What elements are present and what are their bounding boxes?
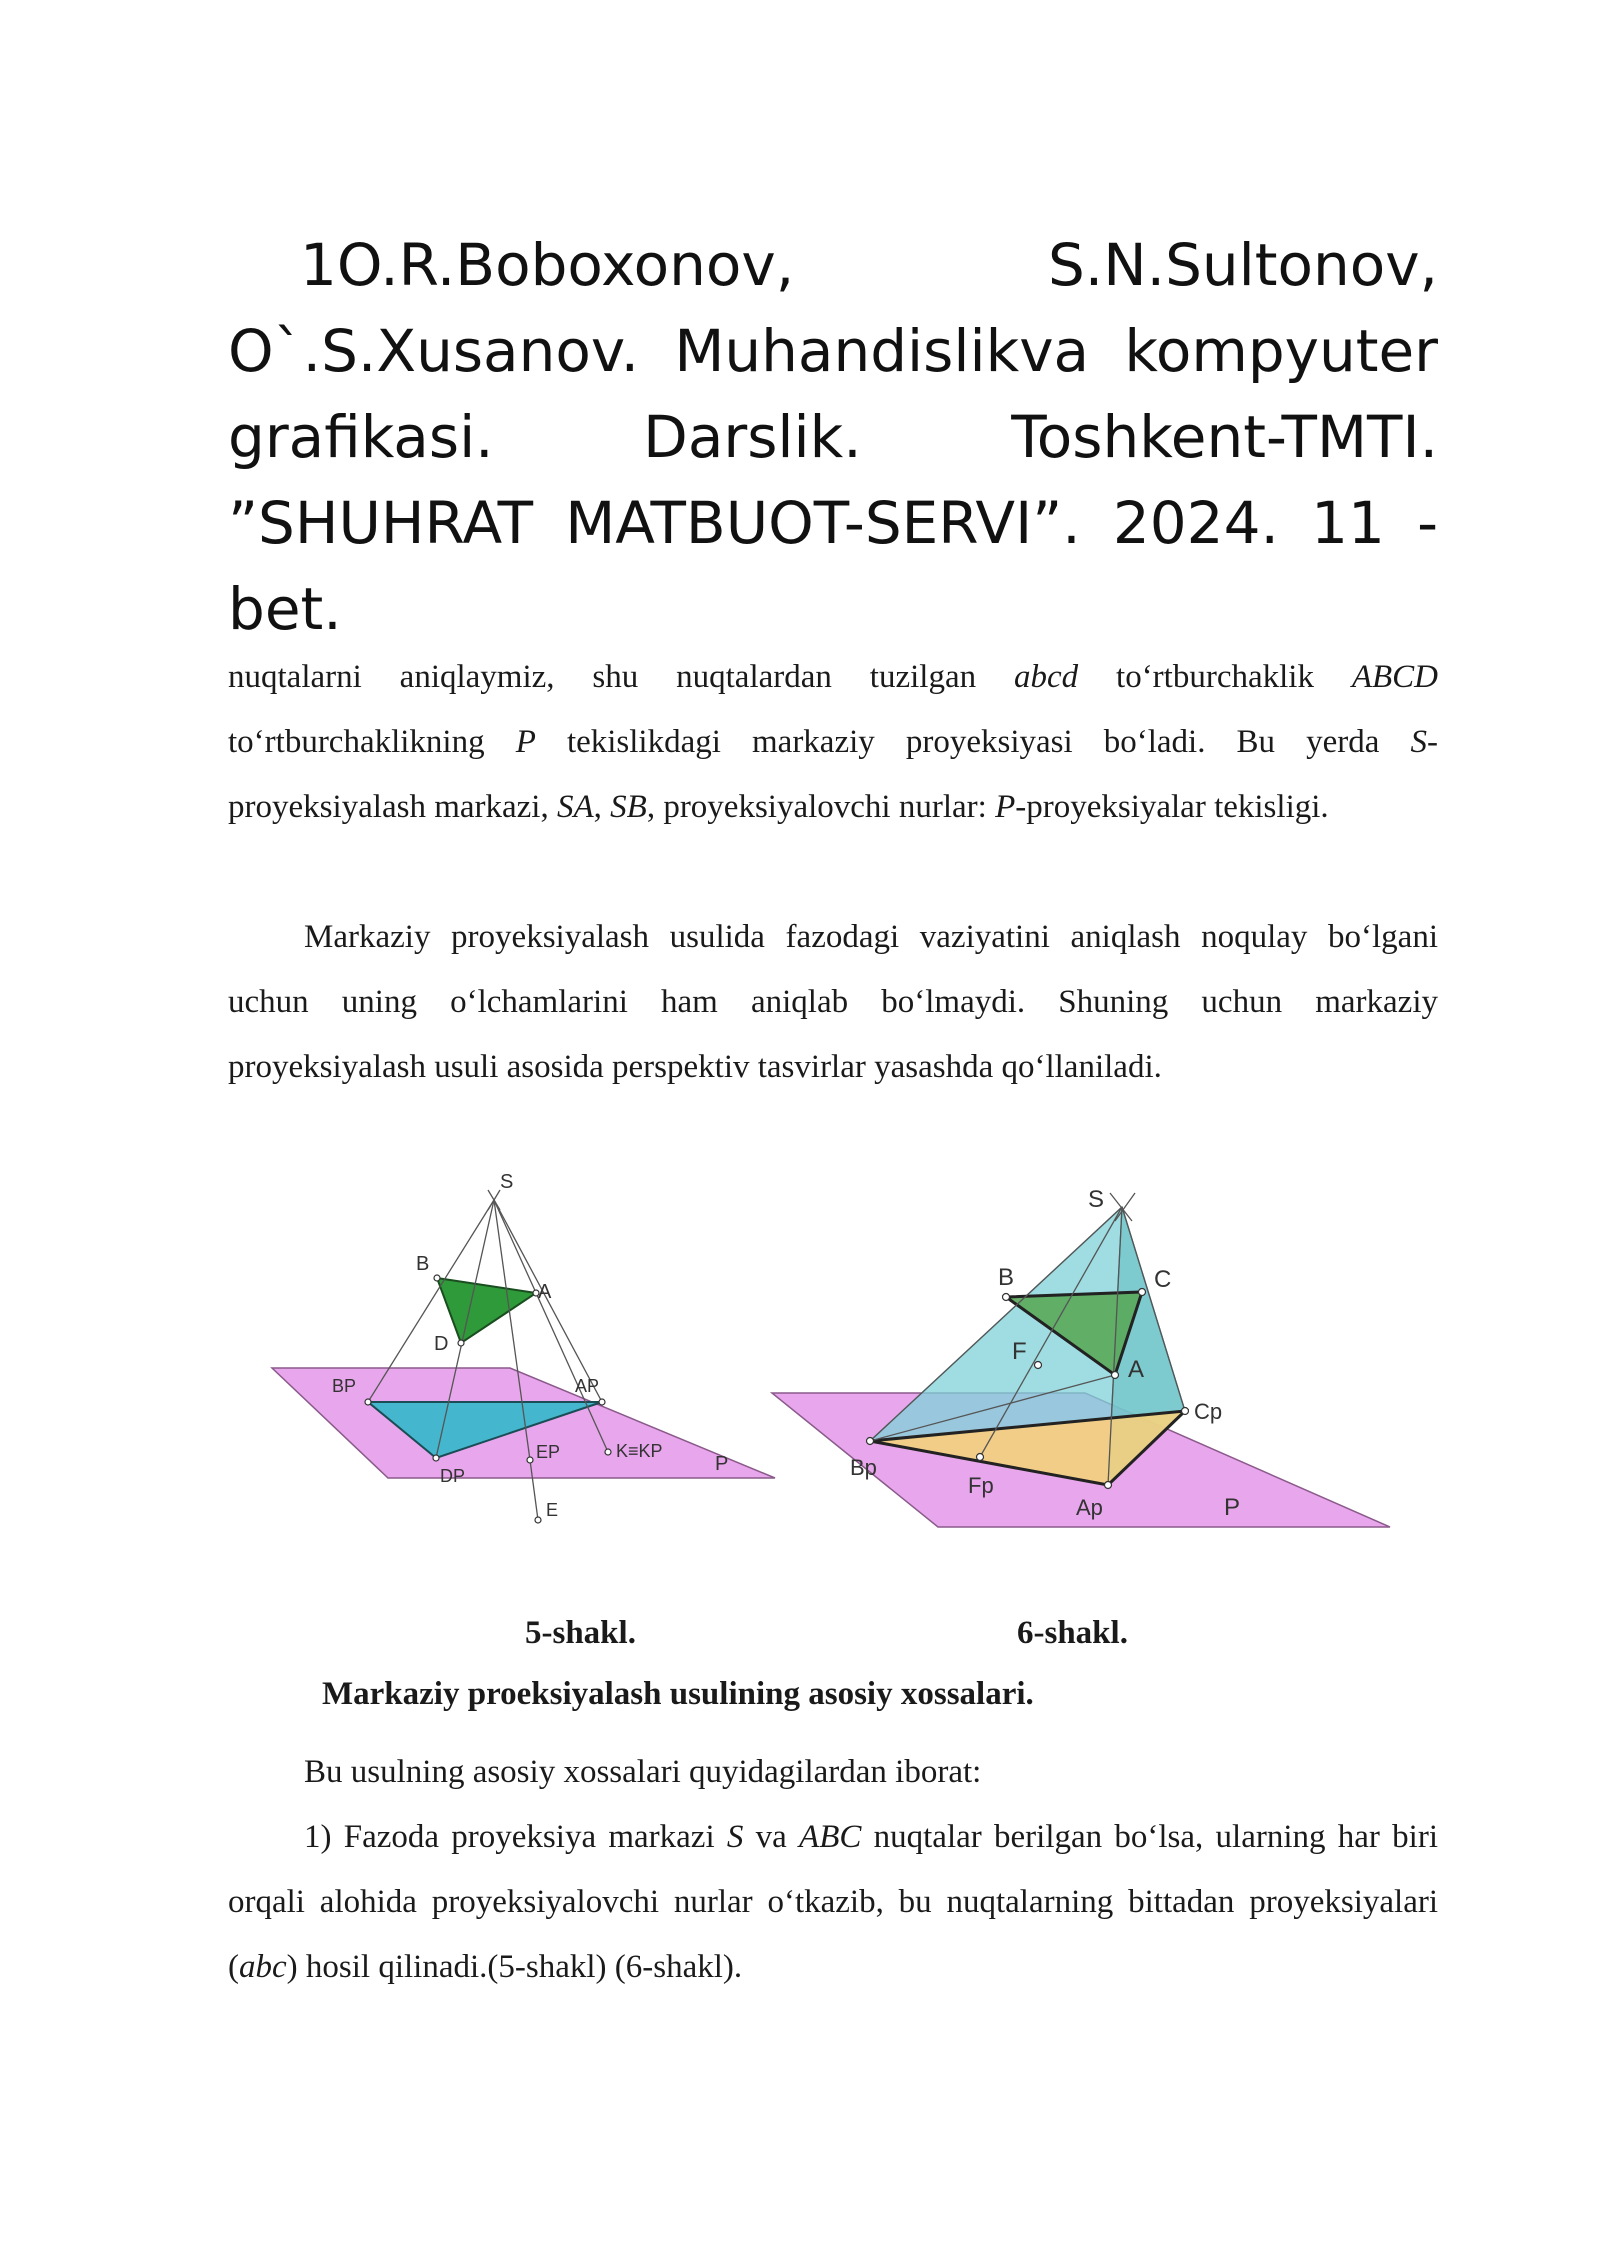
para1-text-1: nuqtalarni aniqlaymiz, shu nuqtalardan tuzilgan — [228, 659, 1014, 695]
fig6-label-Ap: Ap — [1076, 1495, 1103, 1520]
para1-text-4: tekislikdagi markaziy proyeksiyasi bo‘ladi. Bu yerda — [535, 724, 1411, 760]
para4-italic-ABC: ABC — [799, 1819, 862, 1855]
fig6-label-B: B — [998, 1264, 1015, 1291]
fig5-label-Bp: BP — [332, 1376, 357, 1396]
para1-italic-P2: P — [995, 789, 1016, 825]
fig6-label-Fp: Fp — [968, 1473, 994, 1498]
figure-6-caption: 6-shakl. — [1017, 1615, 1128, 1651]
para4-text-1: 1) Fazoda proyeksiya markazi — [304, 1819, 727, 1855]
fig5-label-Ep: EP — [536, 1442, 561, 1462]
para1-italic-S: S — [1410, 724, 1427, 760]
fig6-label-S: S — [1088, 1186, 1105, 1213]
paragraph-2: Markaziy proyeksiyalash usulida fazodagi vaziyatini aniqlash noqulay bo‘lgani uchun uning o‘lchamlarini ham aniqlab bo‘lmaydi. Shuning uchun markaziy proyeksiyalash usuli asosida perspektiv tasvirlar yasashda qo‘llaniladi. — [228, 919, 1438, 1085]
para1-italic-SA: SA — [556, 789, 594, 825]
fig5-triangle-space — [437, 1278, 536, 1343]
fig5-label-KKp: K≡KP — [616, 1441, 663, 1461]
fig6-label-F: F — [1012, 1338, 1027, 1365]
para1-text-3: to‘rtburchaklikning — [228, 724, 516, 760]
para4-text-4: ) hosil qilinadi.(5-shakl) (6-shakl). — [286, 1949, 743, 1985]
para1-italic-abcd: abcd — [1013, 659, 1079, 695]
fig6-label-A: A — [1128, 1356, 1145, 1383]
para4-italic-abc: abc — [239, 1949, 287, 1985]
para1-text-5: -proyeksiyalash markazi, — [228, 724, 1438, 825]
fig5-label-E: E — [546, 1500, 559, 1520]
fig6-label-Cp: Cp — [1194, 1399, 1223, 1424]
fig5-label-P: P — [715, 1453, 729, 1475]
citation-text: 1O.R.Boboxonov, S.N.Sultonov, O`.S.Xusanov. Muhandislikva kompyuter grafikasi. Darslik. Toshkent-TMTI. ”SHUHRAT MATBUOT-SERVI”. 2024. 11 - bet. — [228, 231, 1438, 643]
fig5-label-B: B — [416, 1253, 430, 1275]
paragraph-1 — [228, 645, 1438, 840]
fig5-label-D: D — [434, 1333, 449, 1355]
para4-text-2: va — [743, 1819, 800, 1855]
section-heading: Markaziy proeksiyalash usulining asosiy xossalari. — [322, 1676, 1034, 1712]
para1-text-8: -proyeksiyalar tekisligi. — [1015, 789, 1329, 825]
para4-italic-S: S — [726, 1819, 744, 1855]
fig5-label-S: S — [500, 1171, 514, 1193]
figure-6-diagram — [770, 1165, 1405, 1565]
figure-5-diagram — [270, 1160, 780, 1560]
fig5-label-Dp: DP — [440, 1466, 466, 1486]
fig6-label-Bp: Bp — [850, 1455, 877, 1480]
figure-5-caption: 5-shakl. — [525, 1615, 636, 1651]
para4-text-3: nuqtalar berilgan bo‘lsa, ularning har biri orqali alohida proyeksiyalovchi nurlar o‘tkazib, bu nuqtalarning bittadan proyeksiyalari ( — [228, 1819, 1438, 1985]
para1-italic-P: P — [515, 724, 536, 760]
citation-header — [228, 222, 1438, 652]
para1-text-7: , proyeksiyalovchi nurlar: — [646, 789, 996, 825]
paragraph-4 — [228, 1805, 1438, 2000]
fig6-label-C: C — [1154, 1266, 1172, 1293]
paragraph-3: Bu usulning asosiy xossalari quyidagilardan iborat: — [304, 1754, 982, 1790]
fig5-label-Ap: AP — [575, 1376, 600, 1396]
para1-text-2: to‘rtburchaklik — [1078, 659, 1352, 695]
para1-italic-ABCD: ABCD — [1351, 659, 1439, 695]
fig6-label-P: P — [1224, 1494, 1241, 1521]
para1-italic-SB: SB — [610, 789, 647, 825]
fig5-label-A: A — [538, 1281, 552, 1303]
para1-text-6: , — [593, 789, 611, 825]
